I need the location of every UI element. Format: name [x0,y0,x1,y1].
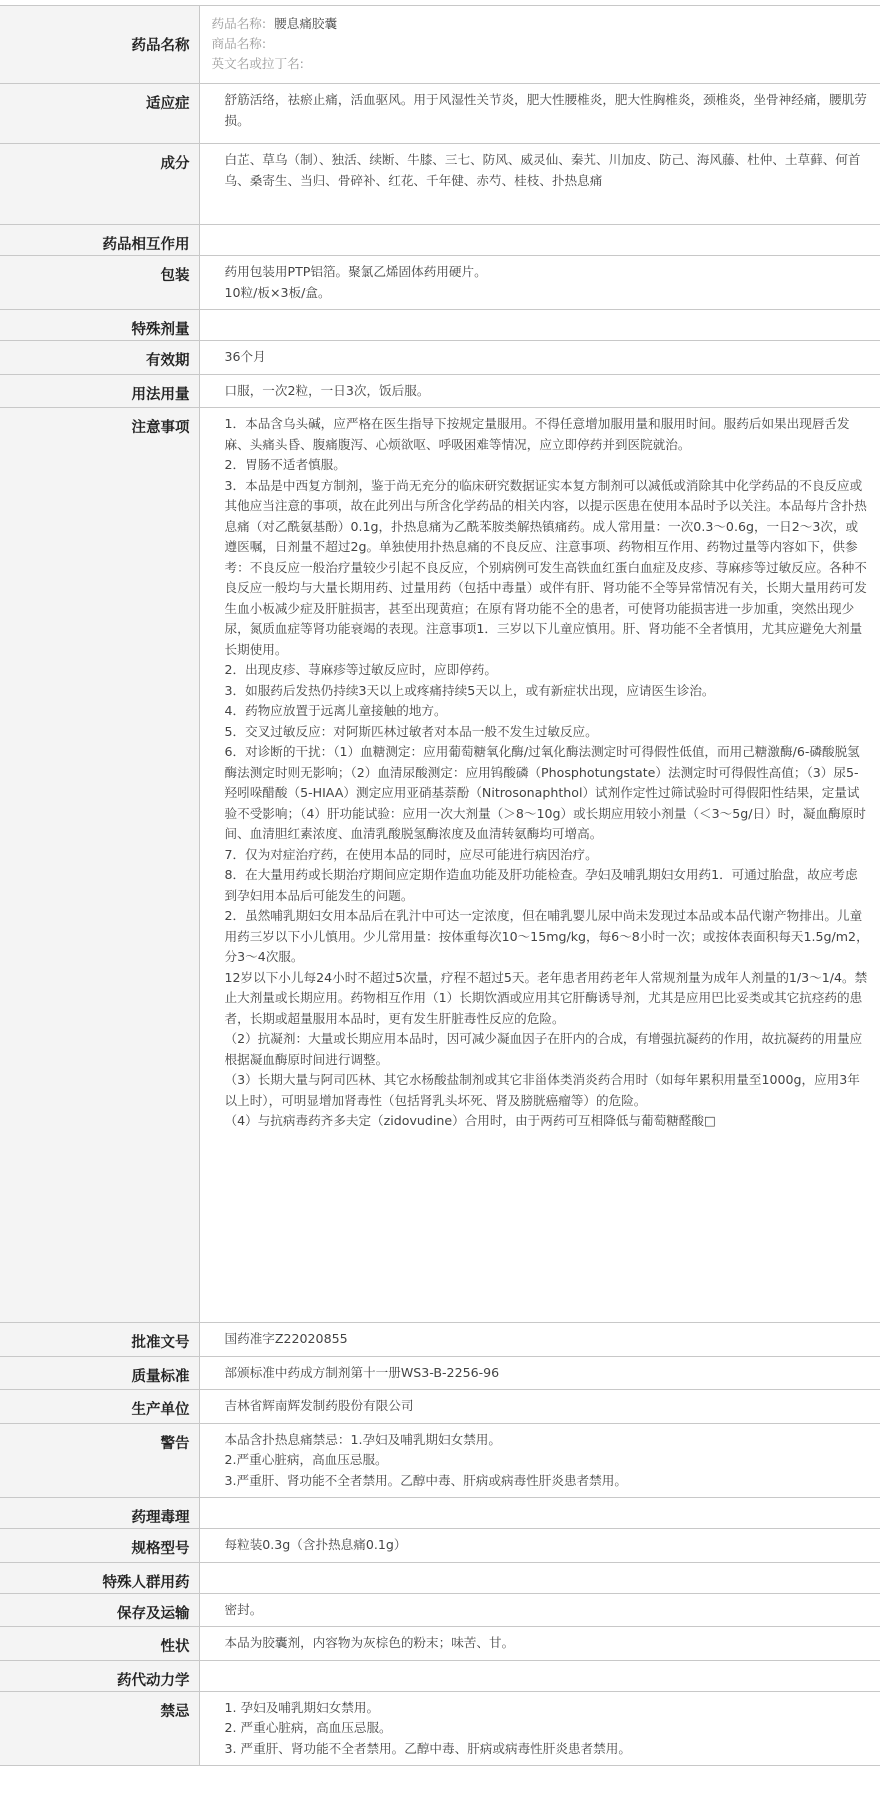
label-ingredients: 成分 [0,144,199,225]
label-indications: 适应症 [0,84,199,144]
precaution-paragraph: 6．对诊断的干扰：（1）血糖测定：应用葡萄糖氧化酶/过氧化酶法测定时可得假性低值，而用己糖激酶/6-磷酸脱氢酶法测定时则无影响；（2）血清尿酸测定：应用钨酸磷（Phosphotungstate）法测定时可得假性高值；（3）尿5-羟吲哚醋酸（5-HIAA）测定应用亚硝基萘酚（Nitrosonaphthol）试剂作定性过筛试验时可得假阳性结果，定量试验不受影响；（4）肝功能试验：应用一次大剂量（＞8～10g）或长期应用较小剂量（＜3～5g/日）时，凝血酶原时间、血清胆红素浓度、血清乳酸脱氢酶浓度及血清转氨酶均可增高。 [224,744,866,841]
label-special-dose: 特殊剂量 [0,310,199,341]
row-contraindications [0,1691,880,1766]
row-ingredients [0,144,880,225]
english-name-key: 英文名或拉丁名: [211,56,304,71]
row-special-dose [0,310,880,341]
value-storage: 密封。 [199,1593,880,1627]
row-properties [0,1627,880,1661]
label-storage: 保存及运输 [0,1593,199,1627]
precaution-paragraph: 8．在大量用药或长期治疗期间应定期作造血功能及肝功能检查。孕妇及哺乳期妇女用药1．可通过胎盘，故应考虑到孕妇用本品后可能发生的问题。 [224,867,858,903]
row-warning [0,1423,880,1498]
value-approval: 国药准字Z22020855 [199,1323,880,1357]
contraindication-line-1: 1. 孕妇及哺乳期妇女禁用。 [224,1699,380,1715]
value-ingredients: 白芷、草乌（制）、独活、续断、牛膝、三七、防风、威灵仙、秦艽、川加皮、防己、海风藤、杜仲、土草藓、何首乌、桑寄生、当归、骨碎补、红花、千年健、赤芍、桂枝、扑热息痛 [199,144,880,225]
row-standard [0,1356,880,1390]
precaution-paragraph: 7．仅为对症治疗药，在使用本品的同时，应尽可能进行病因治疗。 [224,846,598,862]
value-interactions [199,225,880,256]
label-special-population: 特殊人群用药 [0,1562,199,1593]
row-validity [0,341,880,375]
precaution-paragraph: 1．本品含乌头碱，应严格在医生指导下按规定量服用。不得任意增加服用量和服用时间。服药后如果出现唇舌发麻、头痛头昏、腹痛腹泻、心烦欲呕、呼吸困难等情况，应立即停药并到医院就治。 [224,416,850,452]
row-storage [0,1593,880,1627]
value-toxicology [199,1498,880,1529]
precaution-paragraph: 3．如服药后发热仍持续3天以上或疼痛持续5天以上，或有新症状出现，应请医生诊治。 [224,682,715,698]
label-interactions: 药品相互作用 [0,225,199,256]
contraindication-line-2: 2. 严重心脏病，高血压忌服。 [224,1720,392,1735]
label-packaging: 包装 [0,256,199,310]
precaution-paragraph: 4．药物应放置于远离儿童接触的地方。 [224,703,447,718]
row-interactions [0,225,880,256]
contraindication-line-3: 3. 严重肝、肾功能不全者禁用。乙醇中毒、肝病或病毒性肝炎患者禁用。 [224,1740,631,1756]
drug-name-key: 药品名称: [211,16,267,31]
precaution-paragraph: 3．本品是中西复方制剂，鉴于尚无充分的临床研究数据证实本复方制剂可以减低或消除其中化学药品的不良反应或其他应当注意的事项，故在此列出与所含化学药品的相关内容，以提示医患在使用本品时予以关注。本品每片含扑热息痛（对乙酰氨基酚）0.1g，扑热息痛为乙酰苯胺类解热镇痛药。成人常用量：一次0.3～0.6g，一日2～3次，或遵医嘱，日剂量不超过2g。单独使用扑热息痛的不良反应、注意事项、药物相互作用、药物过量等内容如下，供参考：不良反应一般治疗量较少引起不良反应，个别病例可发生高铁血红蛋白血症及皮疹、荨麻疹等过敏反应。各种不良反应一般均与大量长期用药、过量用药（包括中毒量）或伴有肝、肾功能不全等异常情况有关，长期大量用药可发生血小板减少症及肝脏损害，甚至出现黄疸；在原有肾功能不全的患者，可使肾功能损害进一步加重，突然出现少尿，氮质血症等肾功能衰竭的表现。注意事项1．三岁以下儿童应慎用。肝、肾功能不全者慎用，尤其应避免大剂量长期使用。 [224,477,867,657]
label-pharmacokinetics: 药代动力学 [0,1660,199,1691]
row-packaging [0,256,880,310]
packaging-line-2: 10粒/板×3板/盒。 [224,284,331,300]
label-precautions: 注意事项 [0,408,199,1323]
label-usage: 用法用量 [0,374,199,408]
warning-line-3: 3.严重肝、肾功能不全者禁用。乙醇中毒、肝病或病毒性肝炎患者禁用。 [224,1472,627,1488]
value-contraindications [199,1691,880,1766]
value-special-dose [199,310,880,341]
row-toxicology [0,1498,880,1529]
label-validity: 有效期 [0,341,199,375]
value-precautions [199,408,880,1323]
label-contraindications: 禁忌 [0,1691,199,1766]
label-drug-name: 药品名称 [0,6,199,84]
precaution-paragraph: 2．胃肠不适者慎服。 [224,457,346,472]
row-precautions [0,408,880,1323]
row-special-population [0,1562,880,1593]
value-indications: 舒筋活络，祛瘀止痛，活血驱风。用于风湿性关节炎，肥大性腰椎炎，肥大性胸椎炎，颈椎炎，坐骨神经痛，腰肌劳损。 [199,84,880,144]
row-indications [0,84,880,144]
warning-line-1: 本品含扑热息痛禁忌：1.孕妇及哺乳期妇女禁用。 [224,1431,501,1447]
row-pharmacokinetics [0,1660,880,1691]
precaution-paragraph: 12岁以下小儿每24小时不超过5次量，疗程不超过5天。老年患者用药老年人常规剂量为成年人剂量的1/3～1/4。禁止大剂量或长期应用。药物相互作用（1）长期饮酒或应用其它肝酶诱导剂，尤其是应用巴比妥类或其它抗痉药的患者，长期或超量服用本品时，更有发生肝脏毒性反应的危险。 [224,969,868,1026]
row-name [0,6,880,84]
drug-name-value: 腰息痛胶囊 [274,16,338,31]
value-special-population [199,1562,880,1593]
label-toxicology: 药理毒理 [0,1498,199,1529]
value-spec: 每粒装0.3g（含扑热息痛0.1g） [199,1529,880,1563]
precaution-paragraph: （4）与抗病毒药齐多夫定（zidovudine）合用时，由于两药可互相降低与葡萄糖醛酸□ [224,1113,716,1128]
label-warning: 警告 [0,1423,199,1498]
value-usage: 口服，一次2粒，一日3次，饭后服。 [199,374,880,408]
row-spec [0,1529,880,1563]
precaution-paragraph: 2．虽然哺乳期妇女用本品后在乳汁中可达一定浓度，但在哺乳婴儿尿中尚未发现过本品或本品代谢产物排出。儿童用药三岁以下小儿慎用。少儿常用量：按体重每次10～15mg/kg，每6～8小时一次；或按体表面积每天1.5g/m2，分3～4次服。 [224,908,869,964]
row-approval [0,1323,880,1357]
brand-name-key: 商品名称: [211,36,267,51]
packaging-line-1: 药用包装用PTP铝箔。聚氯乙烯固体药用硬片。 [224,264,487,279]
label-properties: 性状 [0,1627,199,1661]
value-packaging [199,256,880,310]
drug-info-table [0,5,880,1766]
value-warning [199,1423,880,1498]
precaution-paragraph: 2．出现皮疹、荨麻疹等过敏反应时，应即停药。 [224,662,497,677]
label-manufacturer: 生产单位 [0,1390,199,1424]
value-manufacturer: 吉林省辉南辉发制药股份有限公司 [199,1390,880,1424]
value-pharmacokinetics [199,1660,880,1691]
row-manufacturer [0,1390,880,1424]
value-drug-name [199,6,880,84]
value-validity: 36个月 [199,341,880,375]
value-properties: 本品为胶囊剂，内容物为灰棕色的粉末；味苦、甘。 [199,1627,880,1661]
precaution-paragraph: （3）长期大量与阿司匹林、其它水杨酸盐制剂或其它非甾体类消炎药合用时（如每年累积用量至1000g，应用3年以上时），可明显增加肾毒性（包括肾乳头坏死、肾及膀胱癌瘤等）的危险。 [224,1072,860,1108]
row-usage [0,374,880,408]
label-approval: 批准文号 [0,1323,199,1357]
warning-line-2: 2.严重心脏病，高血压忌服。 [224,1452,388,1467]
precaution-paragraph: （2）抗凝剂：大量或长期应用本品时，因可减少凝血因子在肝内的合成，有增强抗凝药的作用，故抗凝药的用量应根据凝血酶原时间进行调整。 [224,1031,863,1067]
label-standard: 质量标准 [0,1356,199,1390]
precaution-paragraph: 5．交叉过敏反应：对阿斯匹林过敏者对本品一般不发生过敏反应。 [224,723,598,739]
label-spec: 规格型号 [0,1529,199,1563]
value-standard: 部颁标准中药成方制剂第十一册WS3-B-2256-96 [199,1356,880,1390]
